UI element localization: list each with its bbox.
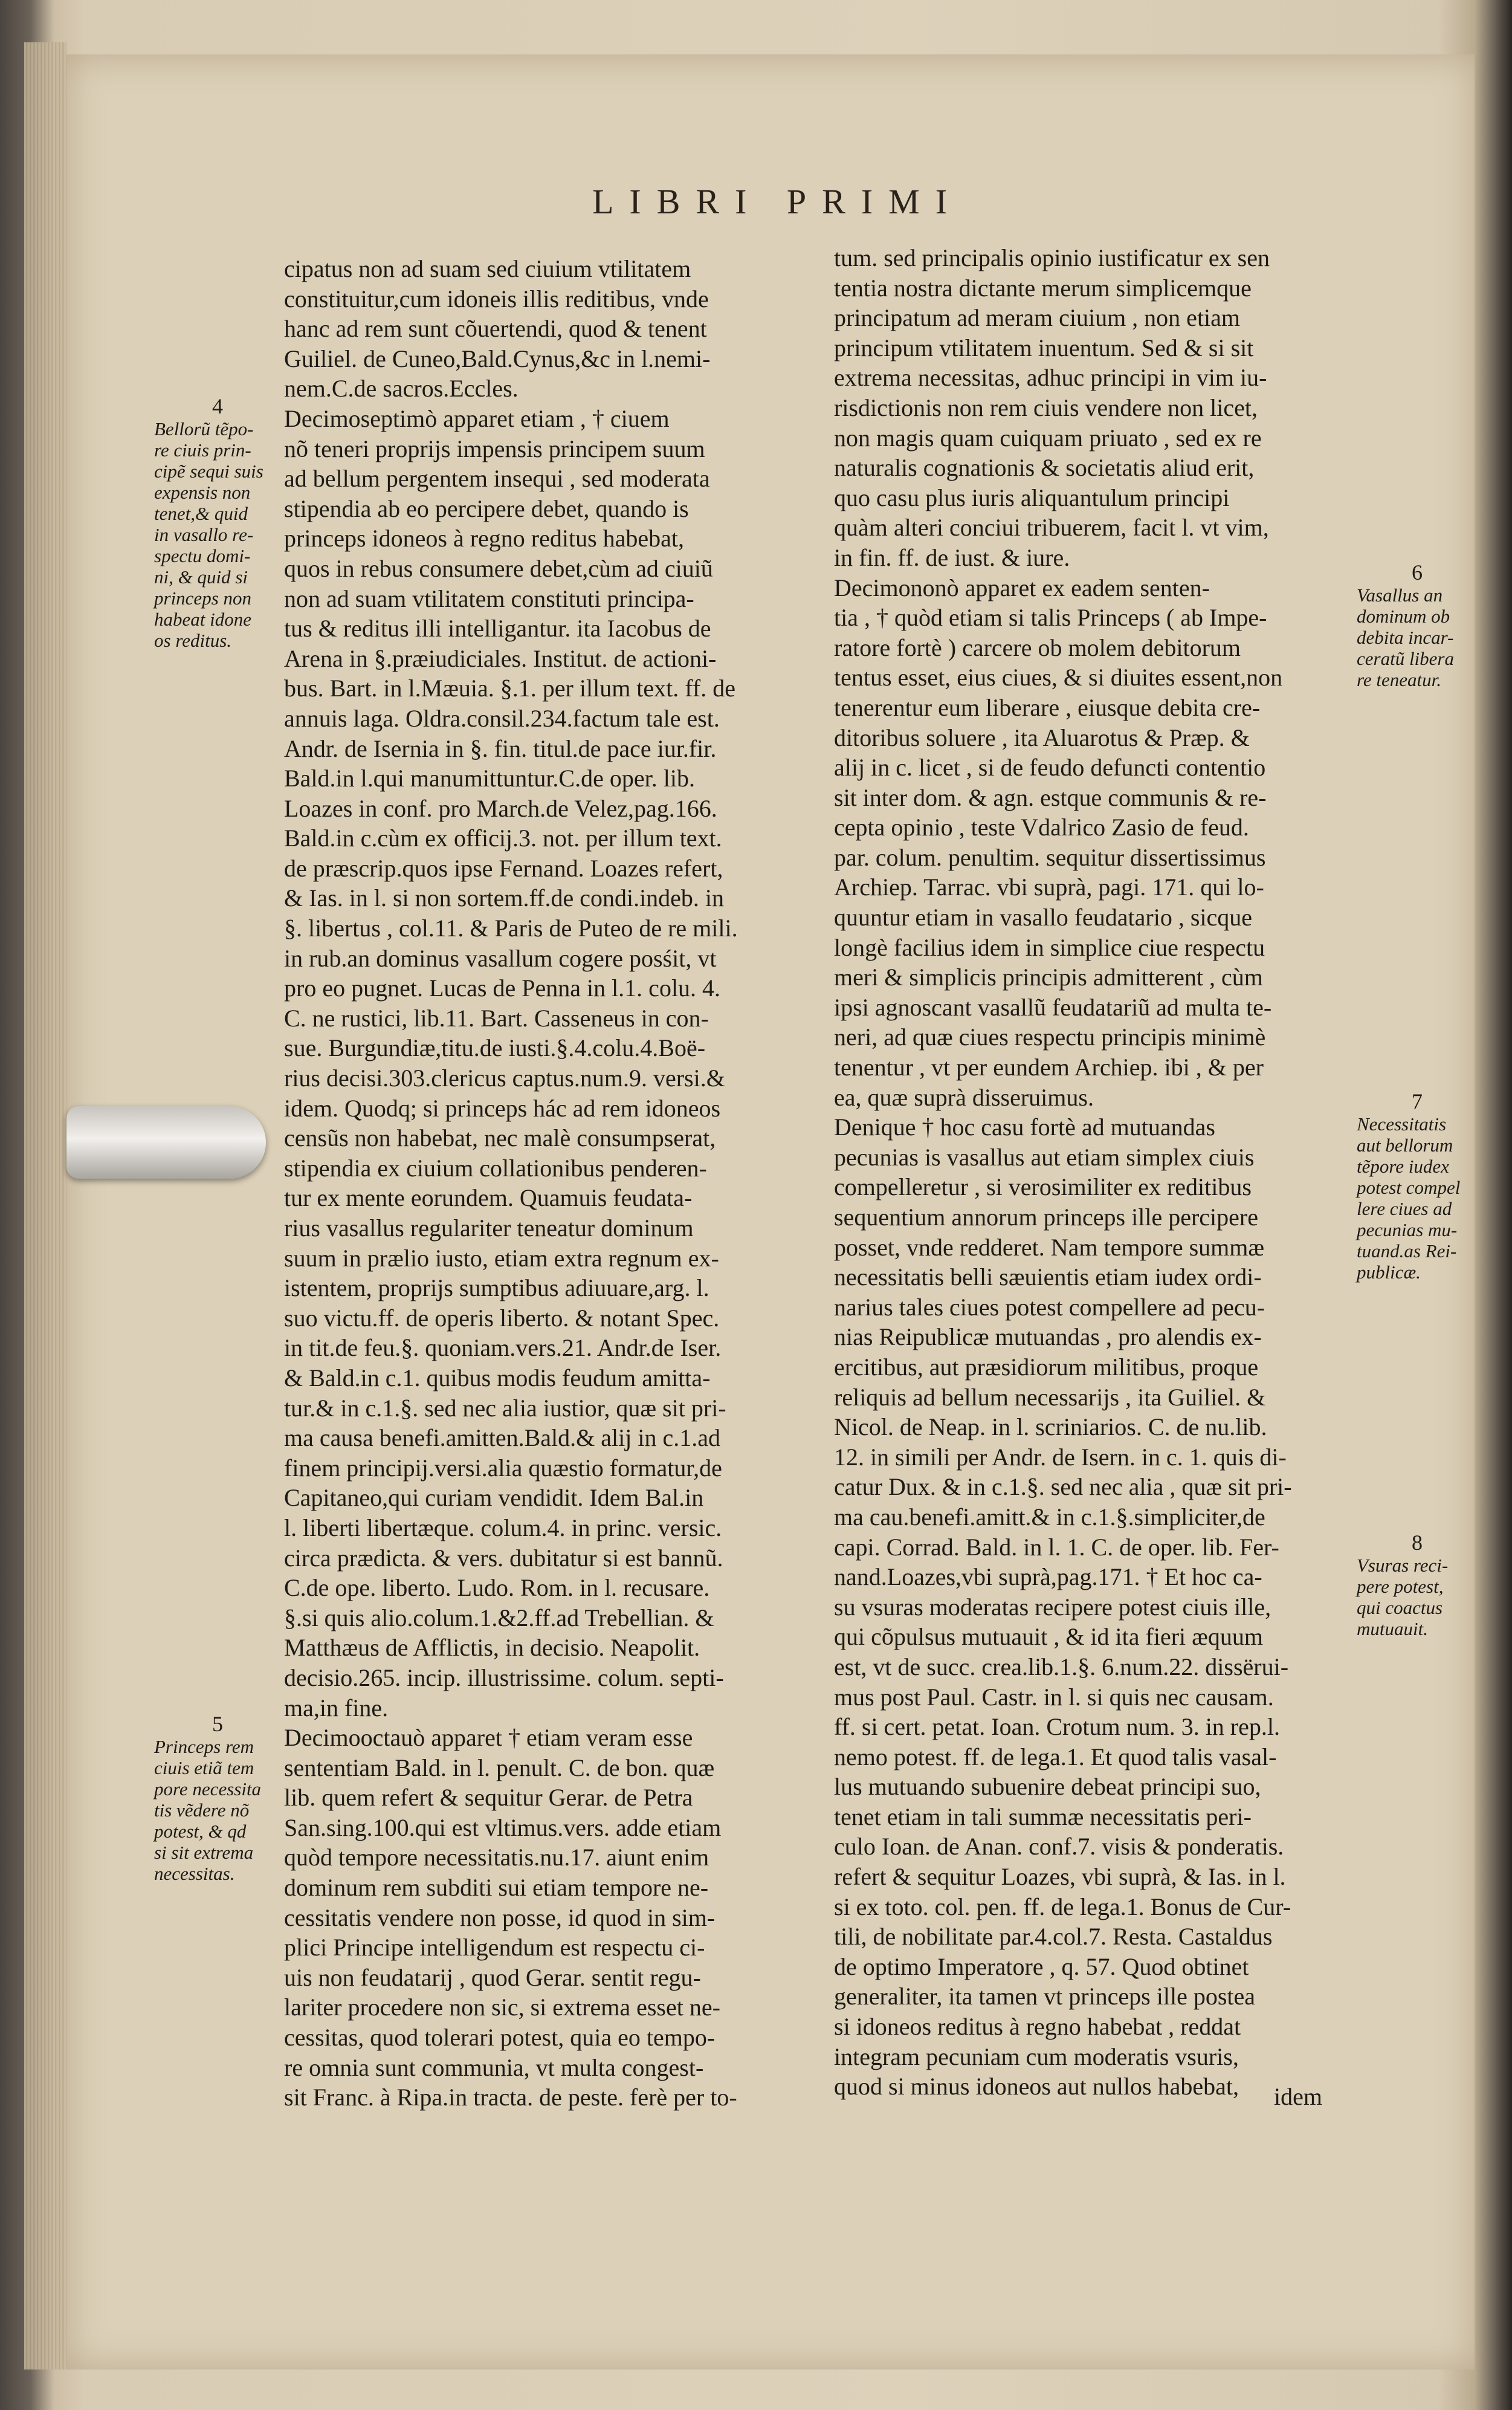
text-line: ea, quæ suprà disseruimus. <box>834 1083 1094 1111</box>
text-line: culo Ioan. de Anan. conf.7. visis & ponderatis. <box>834 1833 1284 1861</box>
text-line: sit Franc. à Ripa.in tracta. de peste. ferè per to- <box>284 2084 737 2111</box>
note-line: os reditus. <box>154 630 232 651</box>
text-line: tur ex mente eorundem. Quamuis feudata- <box>284 1184 693 1212</box>
text-line: & Ias. in l. si non sortem.ff.de condi.indeb. in <box>284 884 725 912</box>
margin-note-7 <box>1357 1091 1478 1283</box>
note-line: cipẽ sequi suis <box>154 461 263 482</box>
text-line: rius decisi.303.clericus captus.num.9. versi.& <box>284 1064 725 1092</box>
note-line: ciuis etiã tem <box>154 1757 254 1778</box>
text-line: naturalis cognationis & societatis aliud erit, <box>834 454 1255 482</box>
note-line: Vasallus an <box>1357 585 1443 606</box>
text-line: de optimo Imperatore , q. 57. Quod obtinet <box>834 1952 1249 1980</box>
text-line: finem principij.versi.alia quæstio formatur,de <box>284 1454 722 1482</box>
text-line: quòd tempore necessitatis.nu.17. aiunt enim <box>284 1844 709 1871</box>
text-line: Decimononò apparet ex eadem senten- <box>834 574 1210 601</box>
text-line: lus mutuando subuenire debeat principi suo, <box>834 1773 1261 1801</box>
text-line: Decimoseptimò apparet etiam , † ciuem <box>284 404 670 432</box>
text-line: Nicol. de Neap. in l. scriniarios. C. de nu.lib. <box>834 1413 1267 1441</box>
note-line: aut bellorum <box>1357 1135 1453 1156</box>
text-line: nõ teneri proprijs impensis principem suum <box>284 435 705 462</box>
text-line: narius tales ciues potest compellere ad pecu- <box>834 1293 1265 1321</box>
text-line: catur Dux. & in c.1.§. sed nec alia , quæ sit pri- <box>834 1473 1292 1501</box>
text-line: istentem, proprijs sumptibus adiuuare,arg. l. <box>284 1274 709 1302</box>
text-line: sequentium annorum princeps ille percipere <box>834 1203 1258 1231</box>
text-line: pecunias is vasallus aut etiam simplex ciuis <box>834 1143 1255 1171</box>
text-line: ma cau.benefi.amitt.& in c.1.§.simpliciter,de <box>834 1503 1265 1531</box>
text-line: Andr. de Isernia in §. fin. titul.de pace iur.fir. <box>284 734 717 762</box>
text-line: compelleretur , si verosimiliter ex reditibus <box>834 1173 1252 1201</box>
text-line: 12. in simili per Andr. de Isern. in c. 1. quis di- <box>834 1443 1287 1471</box>
text-line: nem.C.de sacros.Eccles. <box>284 375 519 403</box>
text-line: extrema necessitas, adhuc principi in vim iu- <box>834 364 1267 392</box>
text-line: tenet etiam in tali summæ necessitatis peri- <box>834 1803 1252 1830</box>
text-line: meri & simplicis principis admitterent , cùm <box>834 964 1263 991</box>
note-line: ceratũ libera <box>1357 648 1454 669</box>
margin-note-5 <box>154 1714 281 1884</box>
text-line: tum. sed principalis opinio iustificatur ex sen <box>834 244 1270 271</box>
text-line: cessitas, quod tolerari potest, quia eo tempo- <box>284 2024 716 2052</box>
margin-note-8 <box>1357 1532 1478 1639</box>
text-line: in fin. ff. de iust. & iure. <box>834 543 1070 571</box>
text-line: bus. Bart. in l.Mæuia. §.1. per illum text. ff. de <box>284 675 735 702</box>
text-line: integram pecuniam cum moderatis vsuris, <box>834 2042 1239 2070</box>
text-line: ma causa benefi.amitten.Bald.& alij in c.1.ad <box>284 1424 720 1452</box>
text-line: non ad suam vtilitatem constituti principa- <box>284 585 694 612</box>
text-line: constituitur,cum idoneis illis reditibus, vnde <box>284 285 709 313</box>
text-line: §. libertus , col.11. & Paris de Puteo de re mili. <box>284 915 738 942</box>
note-line: spectu domi- <box>154 545 251 566</box>
text-line: posset, vnde redderet. Nam tempore summæ <box>834 1233 1265 1261</box>
text-line: par. colum. penultim. sequitur dissertissimus <box>834 843 1266 871</box>
note-line: Princeps rem <box>154 1736 254 1757</box>
text-line: C.de ope. liberto. Ludo. Rom. in l. recusare. <box>284 1574 710 1602</box>
text-line: ff. si cert. petat. Ioan. Crotum num. 3. in rep.l. <box>834 1713 1280 1741</box>
text-line: risdictionis non rem ciuis vendere non licet, <box>834 394 1258 421</box>
note-line: re ciuis prin- <box>154 439 251 461</box>
text-line: Guiliel. de Cuneo,Bald.Cynus,&c in l.nemi- <box>284 345 711 372</box>
page-edges <box>24 42 66 2370</box>
note-line: tenet,& quid <box>154 503 248 524</box>
text-line: tus & reditus illi intelligantur. ita Iacobus de <box>284 615 711 643</box>
note-line: pore necessita <box>154 1778 262 1799</box>
text-line: cipatus non ad suam sed ciuium vtilitatem <box>284 255 691 282</box>
text-line: Capitaneo,qui curiam vendidit. Idem Bal.in <box>284 1484 704 1512</box>
note-line: re teneatur. <box>1357 669 1442 690</box>
note-line: ni, & quid si <box>154 566 248 588</box>
text-line: circa prædicta. & vers. dubitatur si est bannũ. <box>284 1544 723 1572</box>
text-line: tentus esset, eius ciues, & si diuites essent,non <box>834 664 1283 692</box>
text-line: ratore fortè ) carcere ob molem debitorum <box>834 633 1241 661</box>
note-line: necessitas. <box>154 1863 235 1884</box>
note-line: dominum ob <box>1357 606 1450 627</box>
left-text-column <box>284 254 795 2113</box>
text-line: stipendia ex ciuium collationibus penderen- <box>284 1154 707 1182</box>
catchword: idem <box>1274 2083 1322 2110</box>
margin-note-6 <box>1357 562 1478 690</box>
note-line: potest compel <box>1357 1177 1461 1198</box>
text-line: cessitatis vendere non posse, id quod in sim- <box>284 1903 716 1931</box>
text-line: Decimooctauò apparet † etiam veram esse <box>284 1724 693 1752</box>
text-line: necessitatis belli sæuientis etiam iudex ordi- <box>834 1263 1262 1291</box>
text-line: lib. quem refert & sequitur Gerar. de Petra <box>284 1784 693 1812</box>
right-text-column <box>834 243 1336 2102</box>
note-line: Bellorũ tẽpo- <box>154 418 254 439</box>
text-line: Arena in §.præiudiciales. Institut. de actioni- <box>284 644 717 672</box>
note-line: debita incar- <box>1357 627 1454 648</box>
text-line: quos in rebus consumere debet,cùm ad ciuiũ <box>284 554 713 582</box>
note-number: 6 <box>1412 560 1423 585</box>
note-line: Vsuras reci- <box>1357 1555 1449 1576</box>
text-line: & Bald.in c.1. quibus modis feudum amitta- <box>284 1364 711 1391</box>
text-line: generaliter, ita tamen vt princeps ille postea <box>834 1983 1256 2010</box>
text-line: refert & sequitur Loazes, vbi suprà, & Ias. in l. <box>834 1863 1286 1891</box>
text-line: sententiam Bald. in l. penult. C. de bon. quæ <box>284 1754 715 1781</box>
text-line: nias Reipublicæ mutuandas , pro alendis ex- <box>834 1323 1262 1351</box>
note-line: in vasallo re- <box>154 524 254 545</box>
text-line: C. ne rustici, lib.11. Bart. Casseneus in con- <box>284 1004 709 1032</box>
text-line: tia , † quòd etiam si talis Princeps ( ab Impe- <box>834 604 1267 632</box>
note-number: 8 <box>1412 1531 1423 1555</box>
text-line: in tit.de feu.§. quoniam.vers.21. Andr.de Iser. <box>284 1334 722 1362</box>
text-line: est, vt de succ. crea.lib.1.§. 6.num.22. dissërui- <box>834 1653 1289 1680</box>
text-line: principatum ad meram ciuium , non etiam <box>834 304 1241 332</box>
note-line: si sit extrema <box>154 1842 254 1863</box>
text-line: qui cõpulsus mutuauit , & id ita fieri æquum <box>834 1623 1263 1651</box>
text-line: San.sing.100.qui est vltimus.vers. adde etiam <box>284 1813 722 1841</box>
text-line: reliquis ad bellum necessarijs , ita Guiliel. & <box>834 1383 1266 1411</box>
text-line: ercitibus, aut præsidiorum militibus, proque <box>834 1353 1259 1381</box>
text-line: ma,in fine. <box>284 1694 389 1722</box>
text-line: plici Principe intelligendum est respectu ci- <box>284 1934 705 1961</box>
text-line: quàm alteri conciui tribuerem, facit l. vt vim, <box>834 514 1269 542</box>
text-line: Archiep. Tarrac. vbi suprà, pagi. 171. qui lo- <box>834 873 1264 901</box>
text-line: hanc ad rem sunt cõuertendi, quod & tenent <box>284 315 707 343</box>
margin-note-4 <box>154 396 281 651</box>
text-line: quo casu plus iuris aliquantulum principi <box>834 484 1230 511</box>
text-line: censũs non habebat, nec malè consumpserat, <box>284 1124 716 1152</box>
text-line: re omnia sunt communia, vt multa congest- <box>284 2053 704 2081</box>
text-line: Matthæus de Afflictis, in decisio. Neapolit. <box>284 1634 700 1662</box>
text-line: tili, de nobilitate par.4.col.7. Resta. Castaldus <box>834 1923 1273 1951</box>
text-line: alij in c. licet , si de feudo defuncti contentio <box>834 754 1266 782</box>
text-line: capi. Corrad. Bald. in l. 1. C. de oper. lib. Fer- <box>834 1533 1279 1561</box>
text-line: tur.& in c.1.§. sed nec alia iustior, quæ sit pri- <box>284 1394 726 1422</box>
text-line: ditoribus soluere , ita Aluarotus & Præp. & <box>834 724 1250 751</box>
note-line: tis vẽdere nõ <box>154 1799 250 1821</box>
text-line: de præscrip.quos ipse Fernand. Loazes refert, <box>284 854 723 882</box>
note-line: expensis non <box>154 482 251 503</box>
text-line: nemo potest. ff. de lega.1. Et quod talis vasal- <box>834 1743 1277 1770</box>
text-line: decisio.265. incip. illustrissime. colum. septi- <box>284 1663 724 1691</box>
running-head: LIBRI PRIMI <box>592 182 963 221</box>
text-line: su vsuras moderatas recipere potest ciuis ille, <box>834 1593 1271 1621</box>
note-number: 7 <box>1412 1089 1423 1113</box>
text-line: longè facilius idem in simplice ciue respectu <box>834 933 1265 961</box>
note-line: tẽpore iudex <box>1357 1156 1449 1177</box>
text-line: Loazes in conf. pro March.de Velez,pag.166. <box>284 794 717 822</box>
text-line: annuis laga. Oldra.consil.234.factum tale est. <box>284 704 720 732</box>
text-line: ad bellum pergentem insequi , sed moderata <box>284 465 710 493</box>
text-line: §.si quis alio.colum.1.&2.ff.ad Trebellian. & <box>284 1604 714 1631</box>
text-line: non magis quam cuiquam priuato , sed ex re <box>834 424 1262 452</box>
text-line: neri, ad quæ ciues respectu principis minimè <box>834 1023 1266 1051</box>
note-line: habeat idone <box>154 609 251 630</box>
text-line: si ex toto. col. pen. ff. de lega.1. Bonus de Cur- <box>834 1893 1291 1920</box>
text-line: sue. Burgundiæ,titu.de iusti.§.4.colu.4.Boë- <box>284 1034 706 1062</box>
text-line: cepta opinio , teste Vdalrico Zasio de feud. <box>834 814 1249 841</box>
text-line: si idoneos reditus à regno habebat , reddat <box>834 2013 1241 2041</box>
note-number: 4 <box>212 394 223 418</box>
note-line: tuand.as Rei- <box>1357 1240 1457 1262</box>
text-line: ipsi agnoscant vasallũ feudatariũ ad multa te- <box>834 993 1272 1021</box>
note-line: princeps non <box>154 588 252 609</box>
note-line: Necessitatis <box>1357 1113 1447 1135</box>
text-line: sit inter dom. & agn. estque communis & re- <box>834 783 1267 811</box>
text-line: princeps idoneos à regno reditus habebat, <box>284 525 685 552</box>
text-line: in rub.an dominus vasallum cogere posśit, vt <box>284 944 717 972</box>
text-line: Denique † hoc casu fortè ad mutuandas <box>834 1113 1215 1141</box>
text-line: tentia nostra dictante merum simplicemque <box>834 274 1252 302</box>
text-line: lariter procedere non sic, si extrema esset ne- <box>284 1994 720 2021</box>
text-line: rius vasallus regulariter teneatur dominum <box>284 1214 694 1242</box>
text-line: nand.Loazes,vbi suprà,pag.171. † Et hoc ca- <box>834 1563 1262 1591</box>
note-line: publicæ. <box>1357 1262 1421 1283</box>
text-line: stipendia ab eo percipere debet, quando is <box>284 494 689 522</box>
note-line: qui coactus <box>1357 1597 1443 1618</box>
text-line: tenerentur eum liberare , eiusque debita cre- <box>834 693 1261 721</box>
metal-clip <box>66 1106 266 1179</box>
note-line: mutuauit. <box>1357 1618 1428 1639</box>
text-line: Bald.in l.qui manumittuntur.C.de oper. lib. <box>284 765 695 792</box>
note-line: potest, & qd <box>154 1821 247 1842</box>
text-line: suo victu.ff. de operis liberto. & notant Spec. <box>284 1304 720 1332</box>
note-line: pere potest, <box>1357 1576 1444 1597</box>
text-line: mus post Paul. Castr. in l. si quis nec causam. <box>834 1683 1274 1711</box>
text-line: quod si minus idoneos aut nullos habebat, <box>834 2073 1239 2101</box>
text-line: idem. Quodq; si princeps hác ad rem idoneos <box>284 1094 721 1122</box>
text-line: principum vtilitatem inuentum. Sed & si sit <box>834 334 1254 361</box>
text-line: quuntur etiam in vasallo feudatario , sicque <box>834 904 1253 931</box>
text-line: dominum rem subditi sui etiam tempore ne- <box>284 1874 709 1902</box>
note-line: pecunias mu- <box>1357 1219 1458 1240</box>
text-line: Bald.in c.cùm ex officij.3. not. per illum text. <box>284 824 722 852</box>
note-line: lere ciues ad <box>1357 1198 1452 1219</box>
text-line: tenentur , vt per eundem Archiep. ibi , & per <box>834 1054 1264 1081</box>
note-number: 5 <box>212 1712 223 1736</box>
text-line: l. liberti libertæque. colum.4. in princ. versic. <box>284 1514 722 1541</box>
text-line: suum in prælio iusto, etiam extra regnum ex- <box>284 1244 719 1272</box>
text-line: uis non feudatarij , quod Gerar. sentit regu- <box>284 1963 701 1991</box>
text-line: pro eo pugnet. Lucas de Penna in l.1. colu. 4. <box>284 974 721 1002</box>
